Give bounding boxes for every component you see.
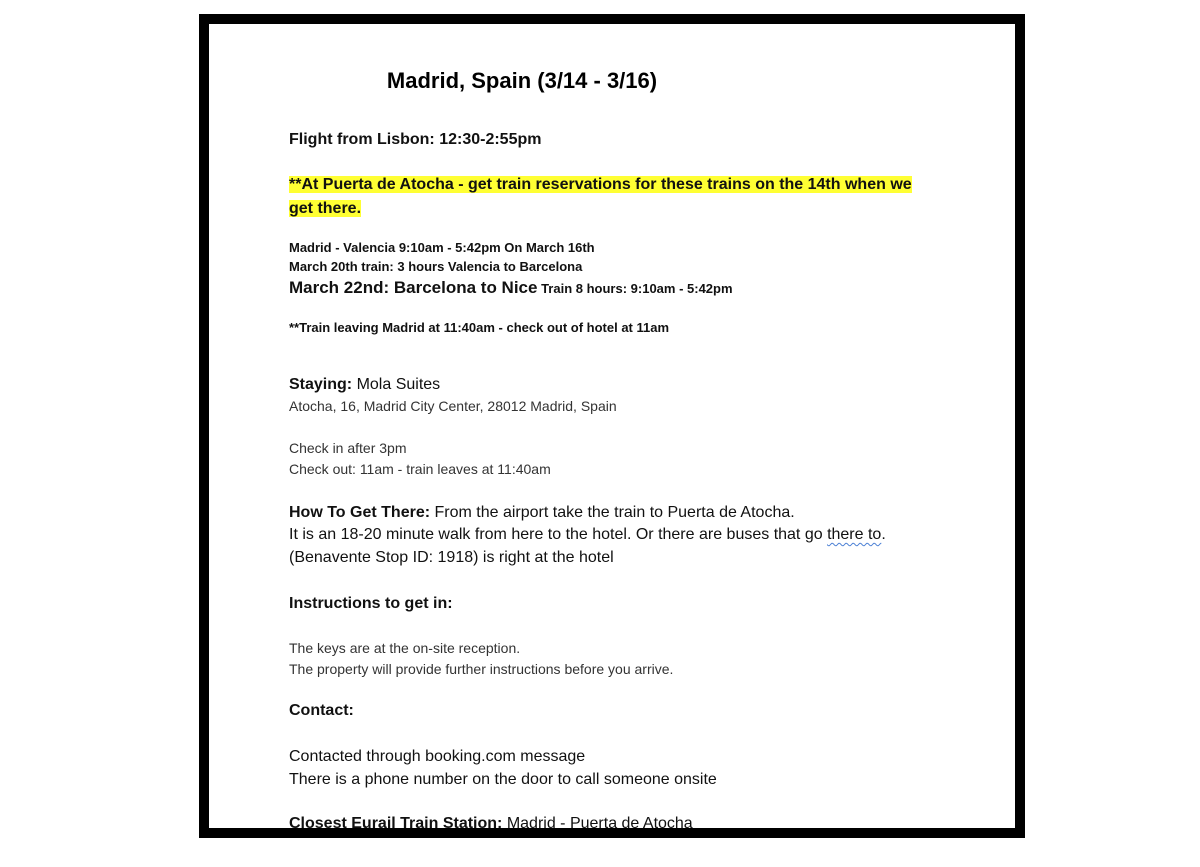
flight-info: Flight from Lisbon: 12:30-2:55pm — [289, 131, 542, 148]
how-to-get-there-line2: It is an 18-20 minute walk from here to the hotel. Or there are buses that go there to. — [289, 526, 886, 543]
instructions-line2: The property will provide further instructions before you arrive. — [289, 661, 674, 677]
train-valencia-barcelona: March 20th train: 3 hours Valencia to Barcelona — [289, 259, 583, 274]
check-out-time: Check out: 11am - train leaves at 11:40am — [289, 461, 551, 477]
staying-line: Staying: Mola Suites — [289, 376, 441, 393]
closest-station: Closest Eurail Train Station: Madrid - Puerta de Atocha — [289, 815, 693, 832]
instructions-heading: Instructions to get in: — [289, 595, 453, 612]
instructions-line1: The keys are at the on-site reception. — [289, 640, 521, 656]
page-title: Madrid, Spain (3/14 - 3/16) — [386, 68, 658, 93]
train-madrid-valencia: Madrid - Valencia 9:10am - 5:42pm On March 16th — [289, 240, 595, 255]
spellcheck-flag[interactable]: there to — [827, 526, 882, 543]
contact-line1: Contacted through booking.com message — [289, 748, 586, 765]
how-to-get-there-line3: (Benavente Stop ID: 1918) is right at the hotel — [289, 549, 614, 566]
document-frame — [199, 14, 1025, 838]
check-in-time: Check in after 3pm — [289, 440, 407, 456]
train-departure-note: **Train leaving Madrid at 11:40am - check out of hotel at 11am — [289, 320, 670, 335]
train-barcelona-nice: March 22nd: Barcelona to Nice Train 8 hours: 9:10am - 5:42pm — [289, 278, 733, 297]
how-to-get-there-line1: How To Get There: From the airport take the train to Puerta de Atocha. — [289, 504, 795, 521]
hotel-address: Atocha, 16, Madrid City Center, 28012 Madrid, Spain — [289, 398, 617, 414]
contact-heading: Contact: — [289, 702, 354, 719]
reservation-note-line1: **At Puerta de Atocha - get train reservations for these trains on the 14th when we — [289, 176, 912, 193]
contact-line2: There is a phone number on the door to call someone onsite — [289, 771, 717, 788]
reservation-note-line2: get there. — [289, 200, 362, 217]
